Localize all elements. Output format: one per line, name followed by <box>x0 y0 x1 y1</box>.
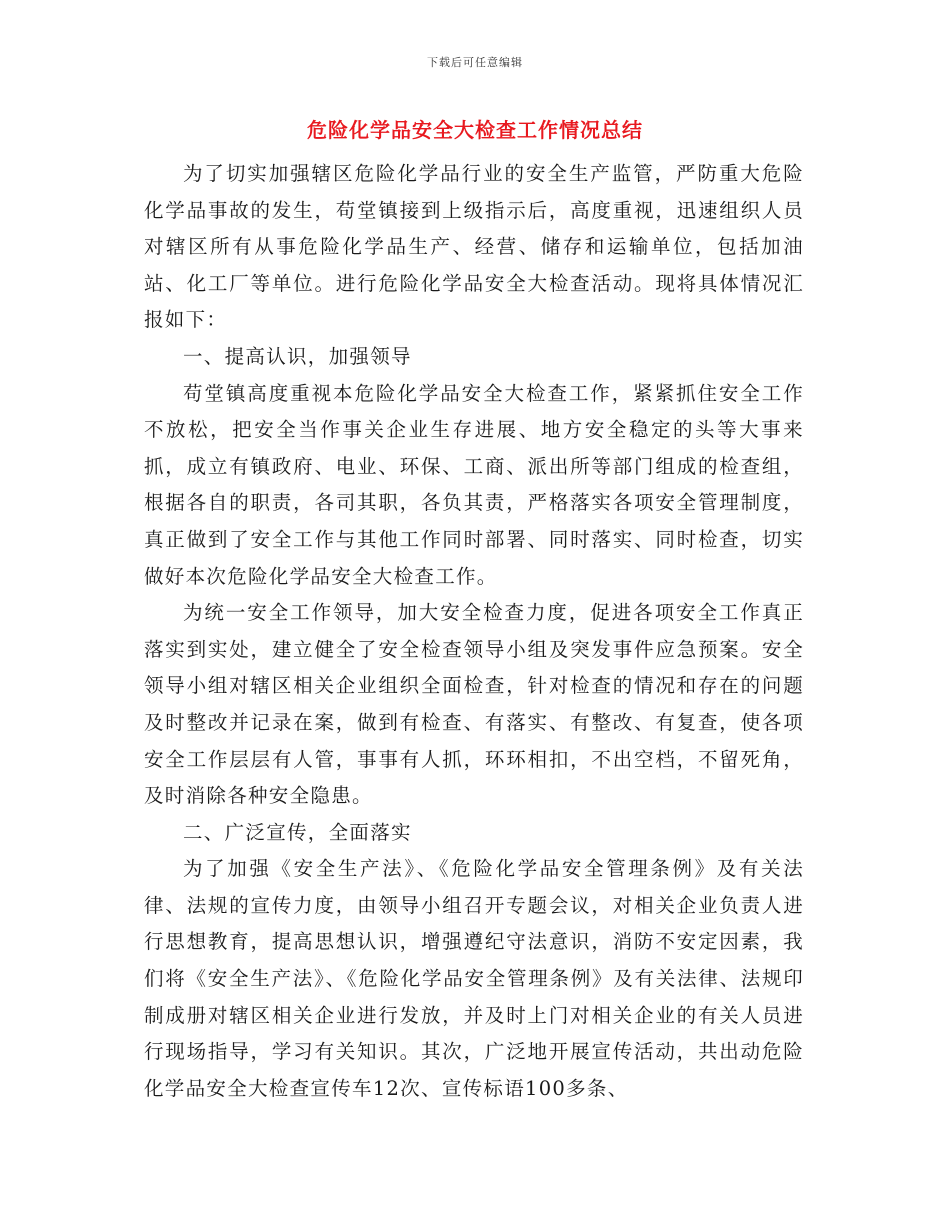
paragraph-intro: 为了切实加强辖区危险化学品行业的安全生产监管，严防重大危险化学品事故的发生，苟堂镇接到上级指示后，高度重视，迅速组织人员对辖区所有从事危险化学品生产、经营、储存和运输单位，包括加油站、化工厂等单位。进行危险化学品安全大检查活动。现将具体情况汇报如下： <box>144 162 804 332</box>
header-note: 下载后可任意编辑 <box>427 56 523 69</box>
section-heading-2: 二、广泛宣传，全面落实 <box>183 820 412 844</box>
section-heading-1: 一、提高认识，加强领导 <box>183 344 412 368</box>
paragraph-1: 苟堂镇高度重视本危险化学品安全大检查工作，紧紧抓住安全工作不放松，把安全当作事关企业生存进展、地方安全稳定的头等大事来抓，成立有镇政府、电业、环保、工商、派出所等部门组成的检查组，根据各自的职责，各司其职，各负其责，严格落实各项安全管理制度，真正做到了安全工作与其他工作同时部署、同时落实、同时检查，切实做好本次危险化学品安全大检查工作。 <box>144 381 804 588</box>
document-title: 危险化学品安全大检查工作情况总结 <box>307 118 643 142</box>
document-body <box>144 156 804 1107</box>
paragraph-3: 为了加强《安全生产法》、《危险化学品安全管理条例》及有关法律、法规的宣传力度，由领导小组召开专题会议，对相关企业负责人进行思想教育，提高思想认识，增强遵纪守法意识，消防不安定因素，我们将《安全生产法》、《危险化学品安全管理条例》及有关法律、法规印制成册对辖区相关企业进行发放，并及时上门对相关企业的有关人员进行现场指导，学习有关知识。其次，广泛地开展宣传活动，共出动危险化学品安全大检查宣传车12次、宣传标语100多条、 <box>144 857 804 1100</box>
paragraph-2: 为统一安全工作领导，加大安全检查力度，促进各项安全工作真正落实到实处，建立健全了安全检查领导小组及突发事件应急预案。安全领导小组对辖区相关企业组织全面检查，针对检查的情况和存在的问题及时整改并记录在案，做到有检查、有落实、有整改、有复查，使各项安全工作层层有人管，事事有人抓，环环相扣，不出空档，不留死角，及时消除各种安全隐患。 <box>144 601 804 808</box>
